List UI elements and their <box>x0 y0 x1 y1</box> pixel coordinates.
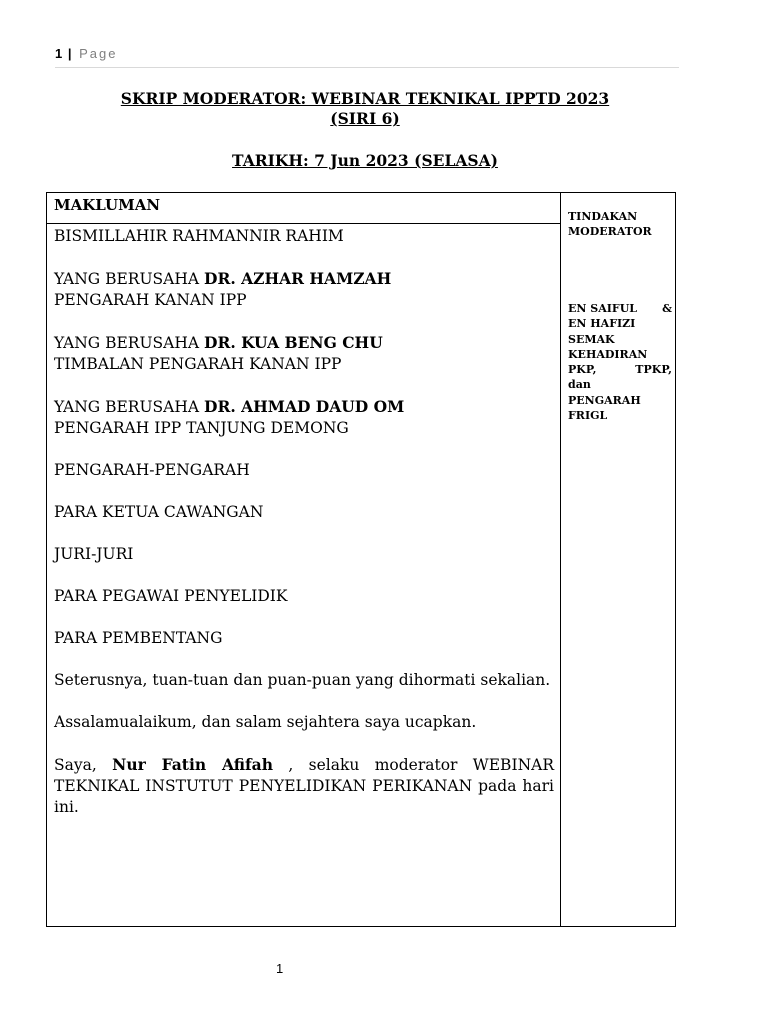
action-line-1 <box>568 301 672 316</box>
para3-suffix: , selaku moderator WEBINAR TEKNIKAL INSTUTUT PENYELIDIKAN PERIKANAN pada hari ini. <box>54 756 554 816</box>
paragraph-seterusnya: Seterusnya, tuan-tuan dan puan-puan yang dihormati sekalian. <box>54 671 551 689</box>
para3-prefix: Saya, <box>54 756 97 774</box>
action-line-1a: EN SAIFUL <box>568 302 638 315</box>
makluman-header: MAKLUMAN <box>54 196 161 214</box>
honorific: YANG BERUSAHA <box>54 270 200 288</box>
column-divider <box>560 193 561 926</box>
action-line-5a: PKP, <box>568 363 597 377</box>
header-row-divider <box>47 223 560 224</box>
honorific: YANG BERUSAHA <box>54 398 200 416</box>
tindakan-header-line1: TINDAKAN <box>568 210 638 223</box>
guest-2-name: DR. KUA BENG CHU <box>204 333 383 352</box>
group-pengarah: PENGARAH-PENGARAH <box>54 461 250 479</box>
guest-1 <box>54 268 554 311</box>
header-separator: | <box>67 46 72 61</box>
tindakan-header <box>568 209 672 239</box>
makluman-content <box>54 226 554 839</box>
guest-1-name: DR. AZHAR HAMZAH <box>204 269 392 288</box>
guest-2-title: TIMBALAN PENGARAH KANAN IPP <box>54 355 342 373</box>
guest-3 <box>54 396 554 439</box>
script-table <box>46 192 676 927</box>
honorific: YANG BERUSAHA <box>54 334 200 352</box>
guest-1-title: PENGARAH KANAN IPP <box>54 291 247 309</box>
tindakan-header-line2: MODERATOR <box>568 225 652 238</box>
group-pegawai: PARA PEGAWAI PENYELIDIK <box>54 587 288 605</box>
footer-page-number: 1 <box>276 961 284 976</box>
guest-2 <box>54 332 554 375</box>
guest-3-name: DR. AHMAD DAUD OM <box>204 397 405 416</box>
action-line-5b: TPKP, <box>635 363 672 377</box>
action-line-3: SEMAK <box>568 332 615 346</box>
action-line-2: EN HAFIZI <box>568 317 636 331</box>
group-pembentang: PARA PEMBENTANG <box>54 629 223 647</box>
action-line-4: KEHADIRAN <box>568 347 648 361</box>
group-juri: JURI-JURI <box>54 545 134 563</box>
document-date: TARIKH: 7 Jun 2023 (SELASA) <box>232 151 498 170</box>
action-line-8: FRIGL <box>568 409 608 423</box>
greeting: BISMILLAHIR RAHMANNIR RAHIM <box>54 227 344 245</box>
document-title: SKRIP MODERATOR: WEBINAR TEKNIKAL IPPTD 2023 <box>120 89 610 108</box>
action-line-5 <box>568 362 672 377</box>
document-series: (SIRI 6) <box>330 109 400 128</box>
page-header <box>55 46 679 68</box>
paragraph-salam: Assalamualaikum, dan salam sejahtera saya ucapkan. <box>54 713 477 731</box>
action-line-6: dan <box>568 378 591 392</box>
action-line-7: PENGARAH <box>568 393 641 407</box>
tindakan-content <box>568 301 672 423</box>
moderator-name: Nur Fatin Afifah <box>112 755 273 774</box>
group-ketua-cawangan: PARA KETUA CAWANGAN <box>54 503 264 521</box>
paragraph-moderator <box>54 754 554 818</box>
header-page-number: 1 <box>55 46 63 61</box>
action-line-1b: & <box>662 302 672 315</box>
guest-3-title: PENGARAH IPP TANJUNG DEMONG <box>54 419 349 437</box>
header-page-word: Page <box>79 46 118 61</box>
